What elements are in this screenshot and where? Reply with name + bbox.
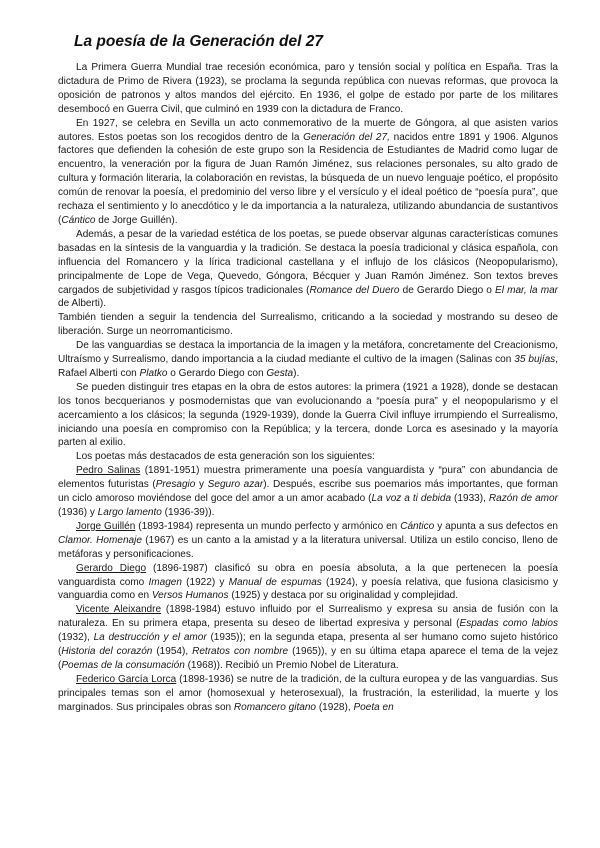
author-name: Gerardo Diego	[76, 562, 147, 574]
paragraph-stages: Se pueden distinguir tres etapas en la obra de estos autores: la primera (1921 a 1928), donde se destacan los tonos becquerianos y posmodernistas que van evolucionando a “poesía pura” y el neopopularismo y el acercamiento a los clásicos; la segunda (1929-1939), donde la Guerra Civil influye irrumpiendo el Surrealismo, iniciando una poesía en compromiso con la República; y la tercera, donde Lorca es asesinado y la mayoría parten al exilio.	[58, 381, 558, 449]
work-title: Platko	[139, 367, 168, 379]
paragraph-avant-garde: De las vanguardias se destaca la importancia de la imagen y la metáfora, concretamente del Creacionismo, Ultraísmo y Surrealismo, dando importancia a la ciudad mediante el cultivo de la imagen (Salinas con 35 bujías, Rafael Alberti con Platko o Gerardo Diego con Gesta).	[58, 340, 558, 379]
author-name: Pedro Salinas	[76, 465, 141, 477]
author-name: Vicente Aleixandre	[76, 604, 162, 616]
work-title: 35 bujías	[514, 354, 556, 366]
paragraph-vicente-aleixandre: Vicente Aleixandre (1898-1984) estuvo influido por el Surrealismo y expresa su ansia de fusión con la naturaleza. En su primera etapa, presenta su deseo de libertad expresiva y personal (Espadas como labios (1932), La destrucción y el amor (1935)); en la segunda etapa, presenta al ser humano como sujeto histórico (Historia del corazón (1954), Retratos con nombre (1965)), y en su última etapa aparece el tema de la vejez (Poemas de la consumación (1968)). Recibió un Premio Nobel de Literatura.	[58, 604, 559, 671]
paragraph-surrealism: También tienden a seguir la tendencia del Surrealismo, criticando a la sociedad y mostrando su deseo de liberación. Surge un neorromanticismo.	[58, 312, 558, 338]
paragraph-jorge-guillen: Jorge Guillén (1893-1984) representa un mundo perfecto y armónico en Cántico y apunta a sus defectos en Clamor. Homenaje (1967) es un canto a la amistad y a la literatura universal. Utiliza un estilo conciso, lleno de metáforas y personificaciones.	[58, 520, 559, 560]
author-name: Federico García Lorca	[76, 673, 177, 685]
paragraph-historical-context: La Primera Guerra Mundial trae recesión económica, paro y tensión social y política en España. Tras la dictadura de Primo de Rivera (1923), se proclama la segunda república con nuevas reformas, que provoca la oposición de patronos y altos mandos del ejército. En 1936, el golpe de estado por parte de los militares desembocó en Guerra Civil, que culminó en 1939 con la dictadura de Franco.	[58, 62, 558, 115]
work-title: El mar, la mar	[495, 284, 559, 296]
work-title: Romance del Duero	[309, 284, 400, 296]
author-name: Jorge Guillén	[76, 520, 136, 532]
paragraph-common-features: Además, a pesar de la variedad estética de los poetas, se puede observar algunas características comunes basadas en la síntesis de la vanguardia y la tradición. Se destaca la poesía tradicional y clásica española, con influencia del Romancero y la lírica tradicional castellana y el influjo de los clásicos (Neopopularismo), principalmente de Lope de Vega, Quevedo, Góngora, Bécquer y Juan Ramón Jiménez. Son textos breves cargados de subjetividad y rasgos típicos tradicionales (Romance del Duero de Gerardo Diego o El mar, la mar de Alberti).	[58, 228, 559, 310]
paragraph-federico-garcia-lorca: Federico García Lorca (1898-1936) se nutre de la tradición, de la cultura europea y de las vanguardias. Sus principales temas son el amor (homosexual y heterosexual), la frustración, la esterilidad, la muerte y los marginados. Sus principales obras son Romancero gitano (1928), Poeta en	[58, 673, 558, 713]
document-page	[58, 32, 558, 715]
generation-name: Generación del 27,	[303, 131, 390, 143]
paragraph-generation-origin: En 1927, se celebra en Sevilla un acto conmemorativo de la muerte de Góngora, al que asisten varios autores. Estos poetas son los recogidos dentro de la Generación del 27, nacidos entre 1891 y 1906. Algunos factores que defienden la cohesión de este grupo son la Residencia de Estudiantes de Madrid como lugar de encuentro, la veneración por la figura de Juan Ramón Jiménez, sus relaciones personales, su alto grado de cultura y formación literaria, la colaboración en revistas, la búsqueda de un nuevo lenguaje poético, el propósito común de renovar la poesía, el predominio del verso libre y el versículo y el ideal poético de “poesía pura”, que rechaza el sentimiento y lo anecdótico y le da importancia a la naturaleza, utilizando abundancia de sustantivos (Cántico de Jorge Guillén).	[58, 117, 558, 226]
paragraph-gerardo-diego: Gerardo Diego (1896-1987) clasificó su obra en poesía absoluta, a la que pertenecen la poesía vanguardista como Imagen (1922) y Manual de espumas (1924), y poesía relativa, que fusiona clasicismo y vanguardia como en Versos Humanos (1925) y destaca por su originalidad y complejidad.	[58, 562, 558, 602]
paragraph-pedro-salinas: Pedro Salinas (1891-1951) muestra primeramente una poesía vanguardista y “pura” con abundancia de elementos futuristas (Presagio y Seguro azar). Después, escribe sus poemarios más importantes, que forman un ciclo amoroso moviéndose del goce del amor a un amor acabado (La voz a ti debida (1933), Razón de amor (1936) y Largo lamento (1936-39)).	[58, 465, 559, 518]
work-title: Gesta	[266, 367, 294, 379]
page-title: La poesía de la Generación del 27	[74, 33, 323, 50]
work-title: Cántico	[61, 214, 96, 226]
paragraph-poets-intro: Los poetas más destacados de esta generación son los siguientes:	[76, 451, 375, 463]
